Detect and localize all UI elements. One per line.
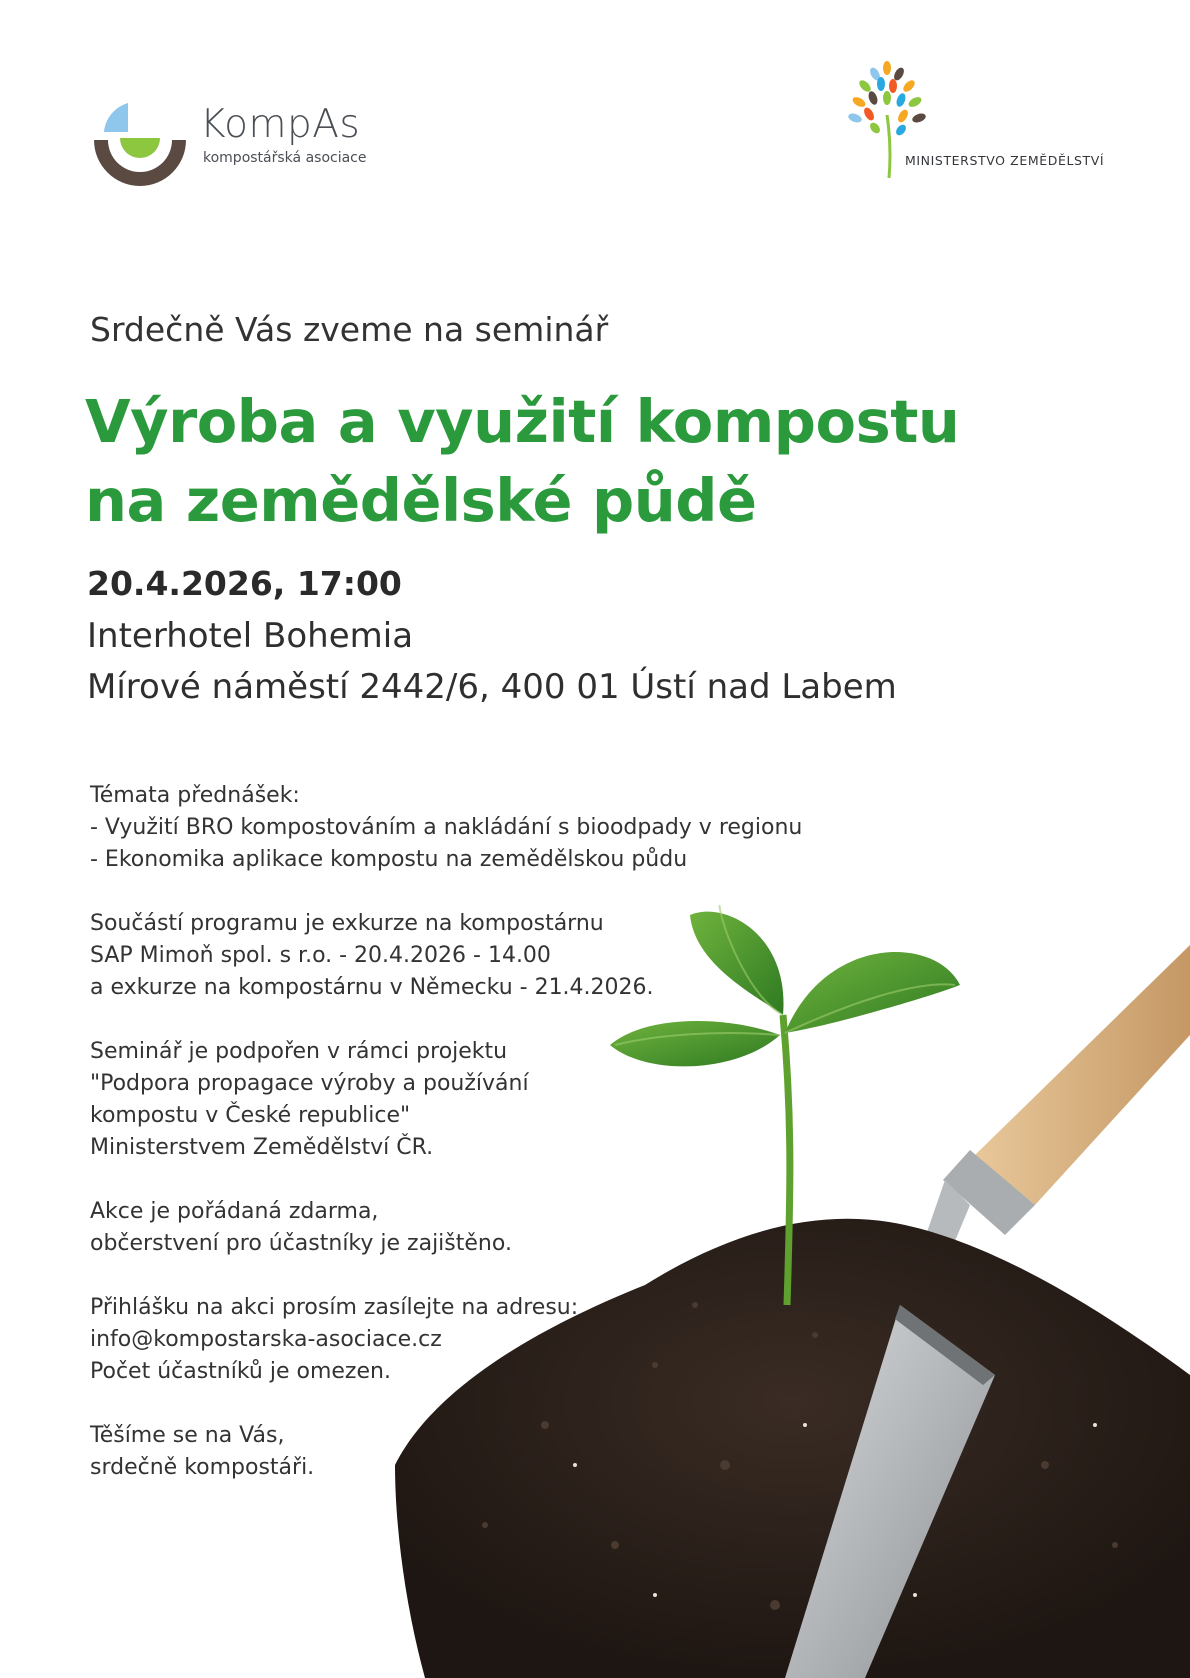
program-line: Součástí programu je exkurze na kompostárnu	[90, 911, 604, 936]
event-address: Mírové náměstí 2442/6, 400 01 Ústí nad Labem	[87, 667, 897, 707]
closing-line: srdečně kompostáři.	[90, 1455, 315, 1480]
event-venue: Interhotel Bohemia	[87, 616, 414, 656]
event-datetime: 20.4.2026, 17:00	[87, 564, 402, 603]
topic-item: - Ekonomika aplikace kompostu na zemědělskou půdu	[90, 847, 688, 872]
free-section	[90, 1196, 810, 1260]
support-section	[90, 1036, 810, 1164]
topics-heading: Témata přednášek:	[90, 783, 300, 808]
ministry-logo	[845, 60, 1115, 185]
closing-section	[90, 1420, 810, 1484]
event-title	[85, 382, 1145, 540]
topic-item: - Využití BRO kompostováním a nakládání s bioodpady v regionu	[90, 815, 803, 840]
kompas-subtitle: kompostářská asociace	[203, 150, 367, 166]
topics-section	[90, 780, 810, 876]
ministry-name: MINISTERSTVO ZEMĚDĚLSTVÍ	[905, 153, 1105, 168]
registration-section	[90, 1292, 810, 1388]
support-line: Ministerstvem Zemědělství ČR.	[90, 1135, 434, 1160]
kompas-logo	[90, 100, 390, 190]
program-section	[90, 908, 810, 1004]
free-line: občerstvení pro účastníky je zajištěno.	[90, 1231, 512, 1256]
registration-line: Přihlášku na akci prosím zasílejte na adresu:	[90, 1295, 579, 1320]
support-line: Seminář je podpořen v rámci projektu	[90, 1039, 508, 1064]
registration-email: info@kompostarska-asociace.cz	[90, 1327, 442, 1352]
kompas-name: KompAs	[200, 102, 361, 147]
event-title-line-1: Výroba a využití kompostu	[85, 387, 960, 456]
event-title-line-2: na zemědělské půdě	[85, 466, 757, 535]
free-line: Akce je pořádaná zdarma,	[90, 1199, 379, 1224]
kompas-mark-icon	[90, 100, 190, 190]
event-details	[90, 780, 810, 1484]
support-line: kompostu v České republice"	[90, 1103, 411, 1128]
support-line: "Podpora propagace výroby a používání	[90, 1071, 529, 1096]
program-line: a exkurze na kompostárnu v Německu - 21.4.2026.	[90, 975, 654, 1000]
registration-limit: Počet účastníků je omezen.	[90, 1359, 391, 1384]
closing-line: Těšíme se na Vás,	[90, 1423, 285, 1448]
program-line: SAP Mimoň spol. s r.o. - 20.4.2026 - 14.00	[90, 943, 551, 968]
invitation-line: Srdečně Vás zveme na seminář	[90, 310, 609, 349]
